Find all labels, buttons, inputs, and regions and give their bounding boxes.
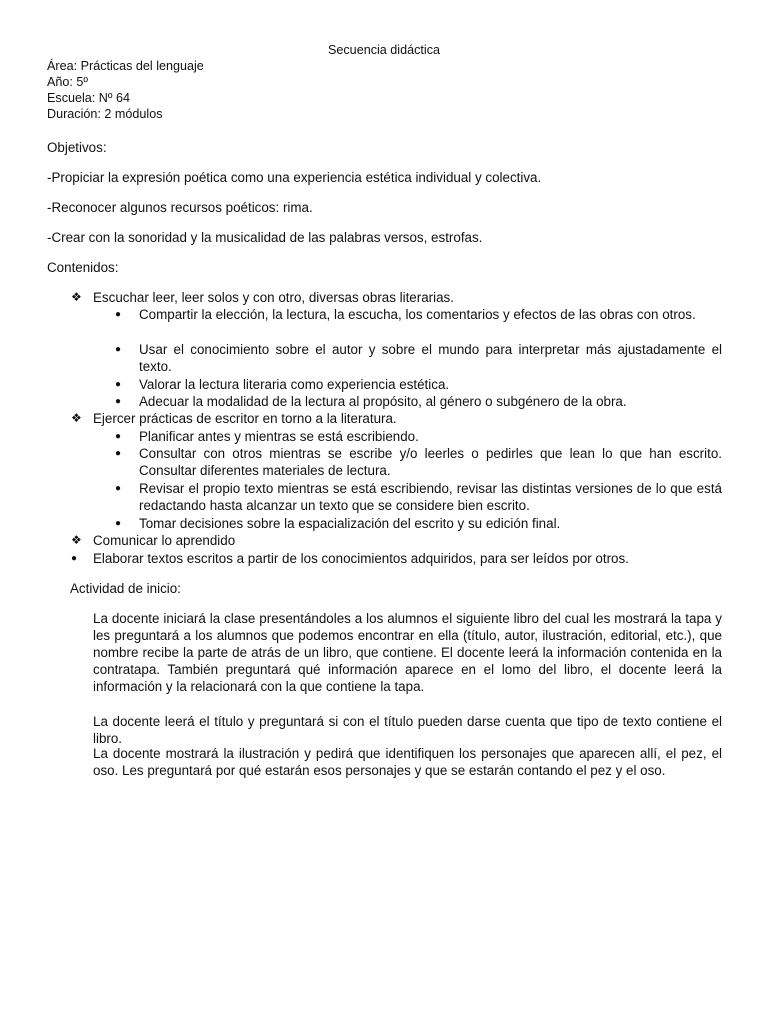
actividad-paragraph: La docente mostrará la ilustración y pedirá que identifiquen los personajes que aparecen allí, el pez, el oso. Les preguntará por qué estarán esos personajes y que se estarán contando el pez y el oso.: [93, 746, 722, 778]
document-title: Secuencia didáctica: [327, 43, 440, 57]
diamond-bullet-icon: ❖: [71, 411, 82, 425]
bullet-icon: ●: [115, 344, 122, 355]
bullet-icon: ●: [115, 379, 122, 390]
contenido-text: Ejercer prácticas de escritor en torno a la literatura.: [93, 411, 397, 426]
diamond-bullet-icon: ❖: [71, 533, 82, 547]
contenido-text: Elaborar textos escritos a partir de los conocimientos adquiridos, para ser leídos por otros.: [93, 551, 629, 566]
bullet-icon: ●: [115, 448, 122, 459]
objetivos-heading: Objetivos:: [47, 140, 107, 155]
meta-year: Año: 5º: [47, 75, 89, 89]
objetivo-item: -Propiciar la expresión poética como una experiencia estética individual y colectiva.: [47, 170, 542, 185]
contenidos-heading: Contenidos:: [47, 260, 119, 275]
bullet-icon: ●: [71, 553, 78, 564]
bullet-icon: ●: [115, 431, 122, 442]
bullet-icon: ●: [115, 309, 122, 320]
subcontenido-text: Adecuar la modalidad de la lectura al propósito, al género o subgénero de la obra.: [139, 394, 627, 409]
contenido-text: Escuchar leer, leer solos y con otro, diversas obras literarias.: [93, 290, 454, 305]
objetivo-item: -Crear con la sonoridad y la musicalidad de las palabras versos, estrofas.: [47, 230, 483, 245]
subcontenido-text: Revisar el propio texto mientras se está escribiendo, revisar las distintas versiones de lo que está redactando hasta alcanzar un texto que se considere bien escrito.: [139, 481, 722, 513]
subcontenido-text: Usar el conocimiento sobre el autor y sobre el mundo para interpretar más ajustadamente el texto.: [139, 342, 722, 374]
contenido-text: Comunicar lo aprendido: [93, 533, 236, 548]
meta-duration: Duración: 2 módulos: [47, 107, 163, 121]
meta-area: Área: Prácticas del lenguaje: [47, 59, 204, 73]
subcontenido-text: Planificar antes y mientras se está escribiendo.: [139, 429, 419, 444]
objetivo-item: -Reconocer algunos recursos poéticos: rima.: [47, 200, 313, 215]
document-meta: [47, 58, 204, 122]
bullet-icon: ●: [115, 518, 122, 529]
meta-school: Escuela: Nº 64: [47, 91, 131, 105]
actividad-paragraph: La docente leerá el título y preguntará si con el título pueden darse cuenta que tipo de texto contiene el libro.: [93, 714, 722, 746]
subcontenido-text: Consultar con otros mientras se escribe y/o leerles o pedirles que lean lo que han escrito. Consultar diferentes materiales de lectura.: [139, 446, 722, 478]
subcontenido-text: Tomar decisiones sobre la espacialización del escrito y su edición final.: [139, 516, 561, 531]
bullet-icon: ●: [115, 483, 122, 494]
subcontenido-text: Valorar la lectura literaria como experiencia estética.: [139, 377, 450, 392]
actividad-heading: Actividad de inicio:: [70, 581, 181, 596]
diamond-bullet-icon: ❖: [71, 290, 82, 304]
bullet-icon: ●: [115, 396, 122, 407]
subcontenido-text: Compartir la elección, la lectura, la escucha, los comentarios y efectos de las obras con otros.: [139, 307, 696, 322]
actividad-paragraph: La docente iniciará la clase presentándoles a los alumnos el siguiente libro del cual les mostrará la tapa y les preguntará a los alumnos que podemos encontrar en ella (título, autor, ilustración, editorial, etc.), que nombre recibe la parte de atrás de un libro, que contiene. El docente leerá la información contenida en la contratapa. También preguntará qué información aparece en el lomo del libro, el docente leerá la información y la relacionará con la que contiene la tapa.: [93, 611, 722, 694]
